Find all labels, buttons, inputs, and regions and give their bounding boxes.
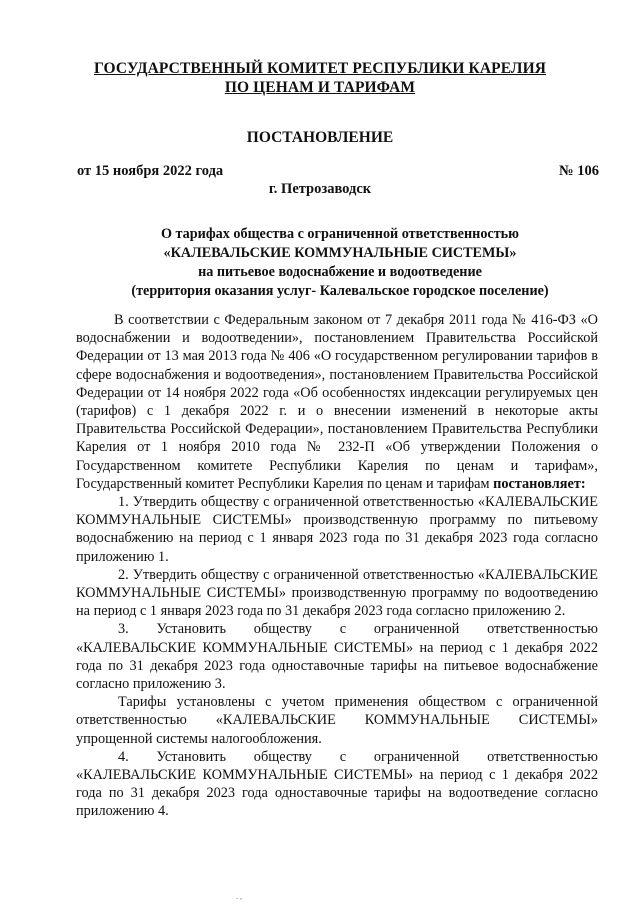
item-2-paragraph: 2. Утвердить обществу с ограниченной ответственностью «КАЛЕВАЛЬСКИЕ КОММУНАЛЬНЫЕ СИСТЕМЫ» производственную программу по водоотведению на период с 1 января 2023 года по 31 декабря 2023 года согласно приложению 2. [76,566,598,620]
document-subject [70,225,610,301]
intro-paragraph [76,311,598,493]
subject-line-1: О тарифах общества с ограниченной ответственностью [160,226,520,242]
subject-line-4: (территория оказания услуг- Калевальское городское поселение) [131,283,549,299]
document-date: от 15 ноября 2022 года [77,163,224,179]
item-1-paragraph: 1. Утвердить обществу с ограниченной ответственностью «КАЛЕВАЛЬСКИЕ КОММУНАЛЬНЫЕ СИСТЕМЫ» производственную программу по питьевому водоснабжению на период с 1 января 2023 года по 31 декабря 2023 года согласно приложению 1. [76,494,598,565]
subject-line-2: «КАЛЕВАЛЬСКИЕ КОММУНАЛЬНЫЕ СИСТЕМЫ» [163,245,517,261]
item-4-paragraph: 4. Установить обществу с ограниченной ответственностью «КАЛЕВАЛЬСКИЕ КОММУНАЛЬНЫЕ СИСТЕМЫ» на период с 1 декабря 2022 года по 31 декабря 2023 года одноставочные тарифы на водоотведение согласно приложению 4. [76,748,598,820]
document-body [76,311,598,821]
resolves-keyword: постановляет: [493,475,586,492]
document-type: ПОСТАНОВЛЕНИЕ [246,129,394,146]
subject-line-3: на питьевое водоснабжение и водоотведение [198,264,482,280]
org-name-line1: ГОСУДАРСТВЕННЫЙ КОМИТЕТ РЕСПУБЛИКИ КАРЕЛИЯ [93,60,547,77]
intro-text: В соответствии с Федеральным законом от 7 декабря 2011 года № 416-ФЗ «О водоснабжении и водоотведении», постановлением Правительства Российской Федерации от 13 мая 2013 года № 406 «О государственном регулировании тарифов в сфере водоснабжения и водоотведения», постановлением Правительства Российской Федерации от 14 ноября 2022 года «Об особенностях индексации регулируемых цен (тарифов) с 1 декабря 2022 г. и о внесении изменений в некоторые акты Правительства Российской Федерации», постановлением Правительства Республики Карелия от 1 ноября 2010 года № 232-П «Об утверждении Положения о Государственном комитете Республики Карелия по ценам и тарифам», Государственный комитет Республики Карелия по ценам и тарифам [76,312,598,492]
document-city: г. Петрозаводск [268,181,372,197]
item-3-paragraph: 3. Установить обществу с ограниченной ответственностью «КАЛЕВАЛЬСКИЕ КОММУНАЛЬНЫЕ СИСТЕМЫ» на период с 1 декабря 2022 года по 31 декабря 2023 года одноставочные тарифы на питьевое водоснабжение согласно приложению 3. [76,621,598,693]
document-number: № 106 [559,163,599,179]
scan-mark: . , [236,892,242,901]
org-name-line2: ПО ЦЕНАМ И ТАРИФАМ [224,79,416,96]
tariff-note-paragraph: Тарифы установлены с учетом применения обществом с ограниченной ответственностью «КАЛЕВАЛЬСКИЕ КОММУНАЛЬНЫЕ СИСТЕМЫ» упрощенной системы налогообложения. [76,694,598,747]
